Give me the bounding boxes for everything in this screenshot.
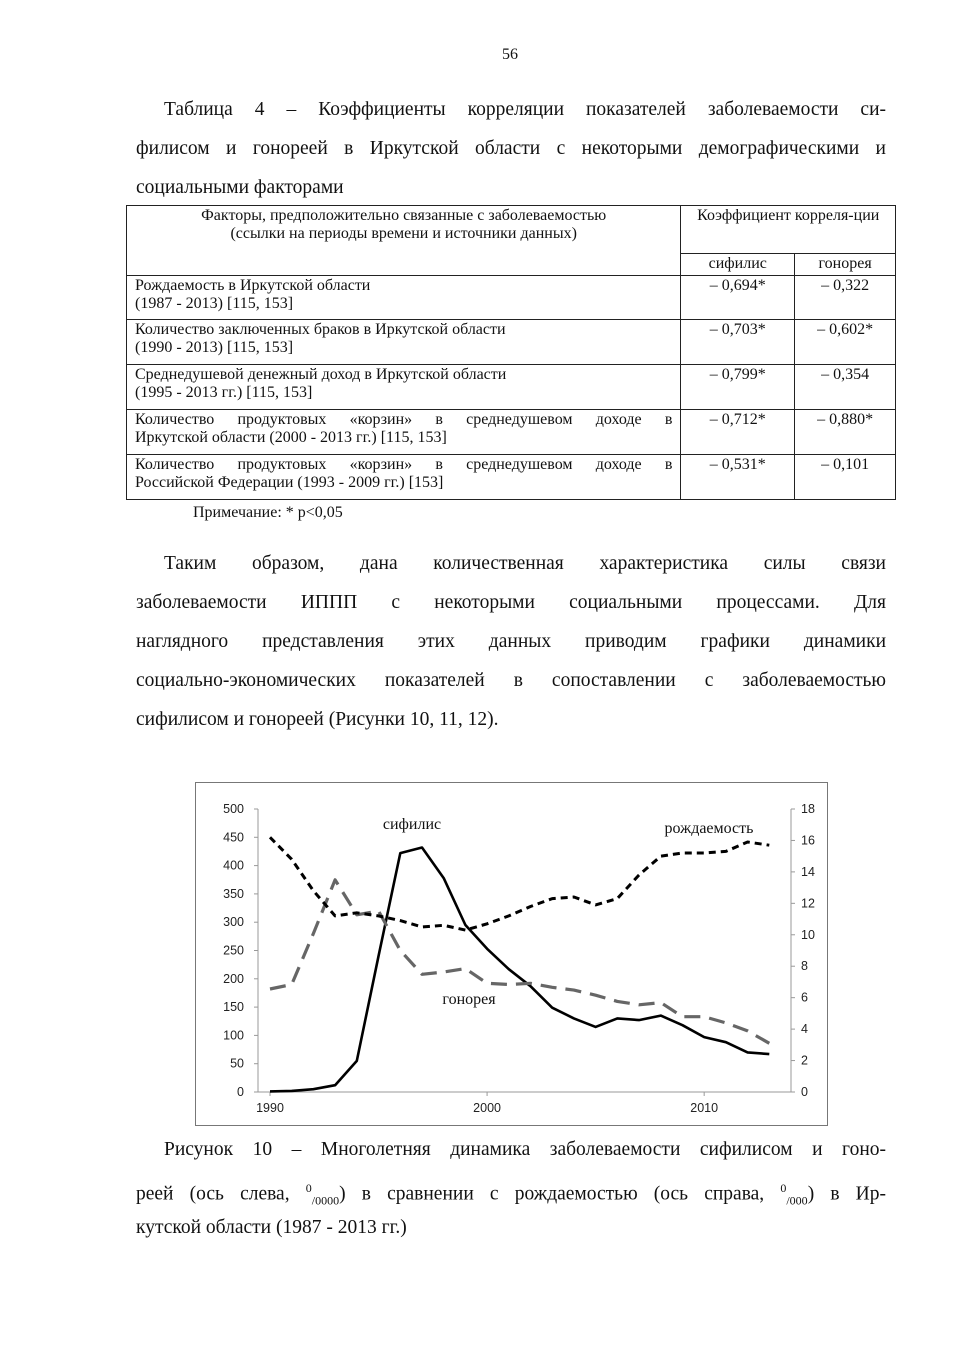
syphilis-coef: – 0,799* (681, 365, 795, 410)
series-label-birthrate: рождаемость (664, 820, 754, 837)
syphilis-coef: – 0,694* (681, 276, 795, 320)
left-axis-tick-label: 200 (223, 971, 244, 986)
factor-cell (127, 410, 681, 455)
x-axis-tick-label: 2000 (473, 1101, 501, 1115)
left-axis-tick-label: 300 (223, 915, 244, 930)
right-axis-tick-label: 2 (801, 1053, 808, 1068)
gonorrhea-coef: – 0,602* (795, 320, 896, 365)
paragraph-line: Таким образом, дана количественная характеристика силы связи (164, 553, 886, 574)
factor-cell (127, 365, 681, 410)
factor-line: Среднедушевой денежный доход в Иркутской области (135, 366, 507, 383)
left-axis-tick-label: 250 (223, 943, 244, 958)
left-axis-tick-label: 350 (223, 886, 244, 901)
caption-sub: /000 (786, 1193, 808, 1208)
factor-line: Рождаемость в Иркутской области (135, 277, 371, 294)
gonorrhea-coef: – 0,354 (795, 365, 896, 410)
caption-text: ) в сравнении с рождаемостью (ось справа, (339, 1183, 781, 1205)
table-note: Примечание: * p<0,05 (193, 504, 343, 521)
right-axis-tick-label: 18 (801, 802, 815, 816)
x-axis-tick-label: 2010 (690, 1101, 719, 1115)
factor-cell (127, 455, 681, 500)
series-line-birthrate (270, 837, 769, 930)
table-caption-line: филисом и гонореей в Иркутской области с некоторыми демографическими и (136, 138, 886, 159)
x-axis-tick-label: 1990 (256, 1101, 284, 1115)
figure-10-chart (195, 782, 828, 1126)
paragraph-line: сифилисом и гонореей (Рисунки 10, 11, 12). (136, 709, 499, 730)
right-axis-tick-label: 12 (801, 896, 815, 911)
table-caption-line: Таблица 4 – Коэффициенты корреляции показателей заболеваемости си- (164, 99, 886, 120)
page-number: 56 (502, 46, 518, 63)
right-axis-tick-label: 10 (801, 927, 815, 942)
figure-caption-line (136, 1169, 886, 1208)
correlation-table (126, 205, 896, 500)
right-axis-tick-label: 6 (801, 990, 808, 1005)
series-label-syphilis: сифилис (382, 816, 442, 833)
paragraph-line: наглядного представления этих данных приводим графики динамики (136, 631, 886, 652)
left-axis-tick-label: 150 (223, 1000, 244, 1015)
caption-sup: 0 (305, 1181, 312, 1195)
line-chart (196, 783, 827, 1125)
factor-line: (1987 - 2013) [115, 153] (135, 295, 294, 312)
syphilis-coef: – 0,712* (681, 410, 795, 455)
factor-line: Количество продуктовых «корзин» в среднедушевом доходе в (135, 456, 673, 473)
figure-caption-line: кутской области (1987 - 2013 гг.) (136, 1217, 407, 1238)
subheader-gonorrhea: гонорея (795, 254, 896, 276)
header-factors-line: Факторы, предположительно связанные с заболеваемостью (201, 207, 607, 224)
header-factors-line: (ссылки на периоды времени и источники данных) (230, 225, 577, 242)
right-axis-tick-label: 8 (801, 959, 808, 974)
factor-line: Российской Федерации (1993 - 2009 гг.) [153] (135, 474, 444, 491)
header-coefficient: Коэффициент корреля-ции (681, 206, 896, 254)
right-axis-tick-label: 0 (801, 1085, 808, 1099)
conclusion-paragraph (136, 544, 886, 739)
gonorrhea-coef: – 0,322 (795, 276, 896, 320)
left-axis-tick-label: 450 (223, 830, 244, 845)
factor-line: Количество заключенных браков в Иркутской области (135, 321, 506, 338)
factor-cell (127, 320, 681, 365)
gonorrhea-coef: – 0,101 (795, 455, 896, 500)
right-axis-tick-label: 16 (801, 833, 815, 848)
left-axis-tick-label: 50 (230, 1056, 244, 1071)
factor-line: Количество продуктовых «корзин» в среднедушевом доходе в (135, 411, 673, 428)
factor-line: Иркутской области (2000 - 2013 гг.) [115, 153] (135, 429, 447, 446)
paragraph-line: социально-экономических показателей в сопоставлении с заболеваемостью (136, 670, 886, 691)
left-axis-tick-label: 0 (237, 1085, 244, 1099)
table-row (127, 365, 896, 410)
series-line-gonorrhea (270, 880, 769, 1044)
right-axis-tick-label: 14 (801, 864, 815, 879)
table-row (127, 276, 896, 320)
gonorrhea-coef: – 0,880* (795, 410, 896, 455)
caption-sup: 0 (780, 1181, 787, 1195)
right-axis-tick-label: 4 (801, 1022, 808, 1037)
figure-caption-line: Рисунок 10 – Многолетняя динамика заболеваемости сифилисом и гоно- (164, 1139, 886, 1160)
caption-text: реей (ось слева, (136, 1183, 306, 1205)
table-caption-line: социальными факторами (136, 177, 344, 198)
series-label-gonorrhea: гонорея (442, 991, 496, 1008)
figure-caption (136, 1130, 886, 1247)
factor-line: (1995 - 2013 гг.) [115, 153] (135, 384, 313, 401)
syphilis-coef: – 0,703* (681, 320, 795, 365)
left-axis-tick-label: 500 (223, 802, 244, 816)
table-row (127, 320, 896, 365)
syphilis-coef: – 0,531* (681, 455, 795, 500)
left-axis-tick-label: 100 (223, 1028, 244, 1043)
series-line-syphilis (270, 848, 769, 1092)
table-row (127, 455, 896, 500)
left-axis-tick-label: 400 (223, 858, 244, 873)
subheader-syphilis: сифилис (681, 254, 795, 276)
header-factors (127, 206, 681, 276)
paragraph-line: заболеваемости ИППП с некоторыми социальными процессами. Для (136, 592, 886, 613)
factor-cell (127, 276, 681, 320)
caption-sub: /0000 (311, 1193, 340, 1208)
caption-text: ) в Ир- (807, 1183, 887, 1205)
table-row (127, 410, 896, 455)
factor-line: (1990 - 2013) [115, 153] (135, 339, 294, 356)
table-caption (136, 90, 886, 207)
